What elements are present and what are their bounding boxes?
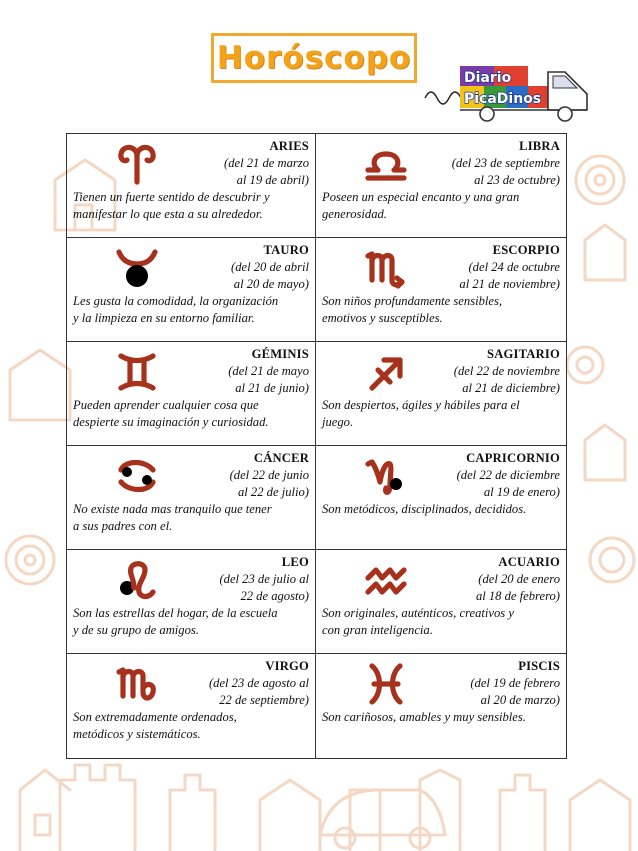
sign-cell-leo: [67, 550, 316, 654]
page-title-box: [211, 33, 417, 83]
sign-dates-line2: al 21 de diciembre): [462, 381, 560, 395]
sign-cell-sagitario: [316, 342, 566, 446]
sign-name: CAPRICORNIO: [466, 451, 560, 465]
sign-dates-line1: (del 20 de enero: [478, 572, 560, 586]
virgo-icon: [115, 662, 159, 706]
sign-dates-line2: al 21 de junio): [235, 381, 309, 395]
sign-description-line1: Son cariñosos, amables y muy sensibles.: [322, 710, 526, 724]
sign-dates-line2: 22 de septiembre): [219, 693, 309, 707]
pisces-icon: [364, 662, 408, 706]
diario-picadinos-logo: [415, 58, 595, 130]
leo-icon: [115, 558, 159, 602]
sign-dates-line2: al 23 de octubre): [474, 173, 560, 187]
sign-description-line1: Son las estrellas del hogar, de la escuela: [73, 606, 278, 620]
aquarius-icon: [364, 558, 408, 602]
sign-dates-line1: (del 22 de noviembre: [453, 364, 560, 378]
sign-dates-line1: (del 19 de febrero: [470, 676, 560, 690]
sign-dates-line1: (del 21 de mayo: [228, 364, 309, 378]
sign-name: ESCORPIO: [492, 243, 560, 257]
sign-dates-line2: al 20 de marzo): [480, 693, 560, 707]
sign-cell-libra: [316, 134, 566, 238]
sign-description-line1: Son niños profundamente sensibles,: [322, 294, 503, 308]
scorpio-icon: [364, 246, 408, 290]
sign-dates-line1: (del 24 de octubre: [468, 260, 560, 274]
sign-cell-geminis: [67, 342, 316, 446]
sign-dates-line2: al 19 de abril): [236, 173, 309, 187]
sign-name: TAURO: [263, 243, 309, 257]
sign-name: ARIES: [269, 139, 309, 153]
sign-name: ACUARIO: [498, 555, 560, 569]
sign-cell-piscis: [316, 654, 566, 758]
sign-description-line2: despierte su imaginación y curiosidad.: [73, 415, 269, 429]
sign-dates-line2: al 20 de mayo): [233, 277, 309, 291]
sign-description-line1: Son metódicos, disciplinados, decididos.: [322, 502, 527, 516]
sign-description-line2: metódicos y sistemáticos.: [73, 727, 201, 741]
sign-dates-line2: 22 de agosto): [240, 589, 309, 603]
sign-dates-line2: al 18 de febrero): [475, 589, 560, 603]
sign-description-line2: y la limpieza en su entorno familiar.: [73, 311, 255, 325]
sign-description-line1: Son originales, auténticos, creativos y: [322, 606, 514, 620]
house-doodle-right: [585, 225, 625, 480]
taurus-icon: [115, 246, 159, 290]
sign-dates-line1: (del 22 de diciembre: [456, 468, 560, 482]
car-doodle: [320, 790, 445, 848]
gemini-icon: [115, 350, 159, 394]
capricorn-icon: [364, 454, 408, 498]
sign-description-line2: y de su grupo de amigos.: [73, 623, 199, 637]
sign-dates-line1: (del 22 de junio: [229, 468, 309, 482]
page-title: Horóscopo: [216, 40, 412, 76]
sign-dates-line2: al 19 de enero): [483, 485, 560, 499]
sign-description-line2: generosidad.: [322, 207, 387, 221]
sign-description-line2: manifestar lo que esta a su alrededor.: [73, 207, 263, 221]
sign-name: LIBRA: [519, 139, 560, 153]
horoscope-table: [66, 133, 567, 759]
logo-line2: PicaDinos: [464, 91, 542, 107]
sign-description-line2: emotivos y susceptibles.: [322, 311, 443, 325]
sign-description-line2: con gran inteligencia.: [322, 623, 433, 637]
sign-description-line1: Les gusta la comodidad, la organización: [73, 294, 279, 308]
sign-name: GÉMINIS: [251, 347, 309, 361]
sagittarius-icon: [364, 350, 408, 394]
sign-name: LEO: [281, 555, 309, 569]
sign-cell-acuario: [316, 550, 566, 654]
sign-dates-line2: al 22 de julio): [237, 485, 309, 499]
sign-cell-virgo: [67, 654, 316, 758]
cancer-icon: [115, 454, 159, 498]
castle-doodle: [20, 765, 630, 850]
sign-description-line1: No existe nada mas tranquilo que tener: [73, 502, 272, 516]
sign-dates-line1: (del 23 de julio al: [219, 572, 309, 586]
sign-description-line1: Tienen un fuerte sentido de descubrir y: [73, 190, 270, 204]
sign-name: PISCIS: [518, 659, 560, 673]
sign-cell-aries: [67, 134, 316, 238]
sign-cell-escorpio: [316, 238, 566, 342]
sign-description-line1: Son extremadamente ordenados,: [73, 710, 237, 724]
sign-cell-cancer: [67, 446, 316, 550]
logo-line1: Diario: [464, 70, 512, 86]
sign-description-line1: Pueden aprender cualquier cosa que: [73, 398, 259, 412]
sign-name: SAGITARIO: [487, 347, 560, 361]
libra-icon: [364, 142, 408, 186]
sign-description-line1: Son despiertos, ágiles y hábiles para el: [322, 398, 520, 412]
sign-description-line1: Poseen un especial encanto y una gran: [322, 190, 520, 204]
sign-name: VIRGO: [265, 659, 309, 673]
sign-description-line2: juego.: [322, 415, 354, 429]
sign-dates-line1: (del 23 de septiembre: [451, 156, 560, 170]
sign-dates-line1: (del 21 de marzo: [224, 156, 309, 170]
sign-dates-line1: (del 20 de abril: [231, 260, 309, 274]
sign-dates-line1: (del 23 de agosto al: [208, 676, 309, 690]
sign-dates-line2: al 21 de noviembre): [459, 277, 560, 291]
sign-description-line2: a sus padres con el.: [73, 519, 173, 533]
sign-cell-tauro: [67, 238, 316, 342]
sign-cell-capricornio: [316, 446, 566, 550]
aries-icon: [115, 142, 159, 186]
sign-name: CÁNCER: [253, 451, 309, 465]
